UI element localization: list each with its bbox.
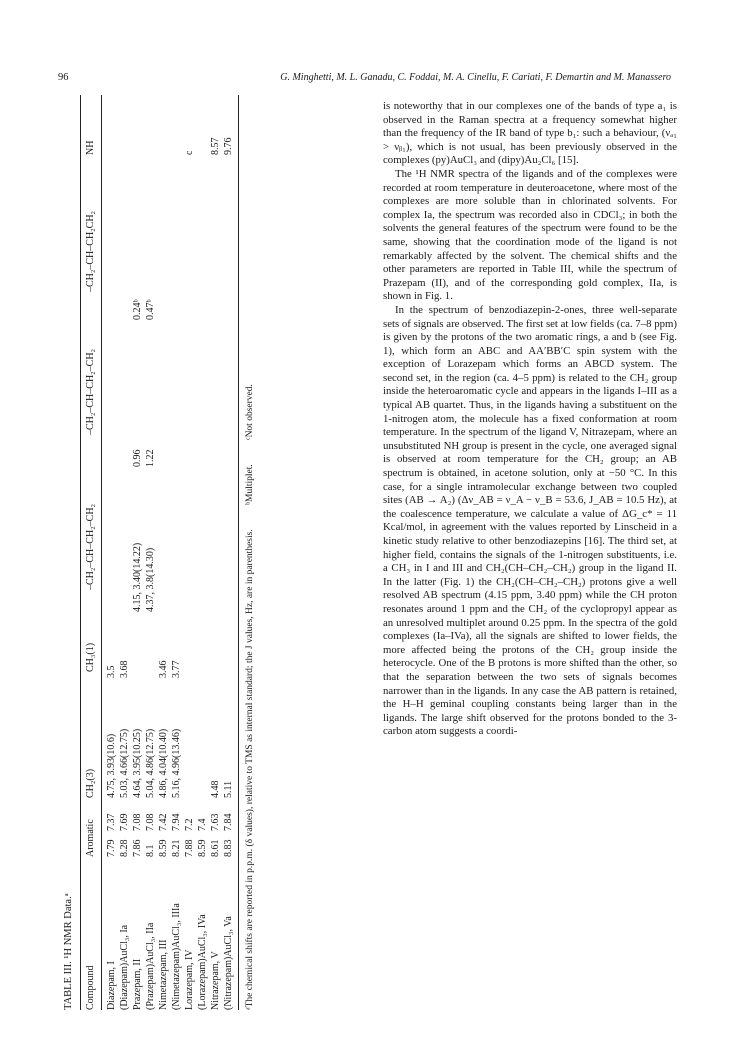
cell-nh: 9.76	[223, 137, 234, 155]
page-number: 96	[58, 72, 69, 83]
cell-ch3: 3.77	[171, 660, 182, 678]
table-row	[196, 95, 209, 1010]
col-cyclopropyl-1: –CH₂–CH–CH₂–CH₂	[85, 503, 96, 590]
cell-ar2: 7.08	[145, 813, 156, 831]
cell-nh: c	[184, 150, 195, 155]
cell-ar2: 7.84	[223, 813, 234, 831]
table-row	[118, 95, 131, 1010]
cell-ar1: 7.86	[132, 839, 143, 857]
nmr-table	[58, 95, 358, 1010]
cell-ch2: 5.04, 4.86(12.75)	[145, 728, 156, 798]
table-row	[222, 95, 235, 1010]
cell-ar1: 8.83	[223, 839, 234, 857]
body-text	[383, 100, 677, 739]
cell-nh: 8.57	[210, 137, 221, 155]
cell-compound: (Prazepam)AuCl₃, IIa	[145, 922, 156, 1010]
cell-ch2: 5.16, 4.96(13.46)	[171, 728, 182, 798]
footnote-b: ᵇMultiplet.	[245, 464, 255, 505]
cell-compound: Diazepam, I	[106, 961, 117, 1010]
cell-ar2: 7.94	[171, 813, 182, 831]
paragraph: The ¹H NMR spectra of the ligands and of the complexes were recorded at room temperature in deuteroacetone, where most of the complexes are more soluble than in chlorinated solvents. For complex Ia, the spectrum was recorded also in CDCl₃; in both the solvents the general features of the spectrum were found to be the same, showing that the coordination mode of the ligand is not remarkably affected by the solvent. The chemical shifts and the other parameters are reported in Table III, while the spectrum of Prazepam (II), and of the corresponding gold complex, IIa, is shown in Fig. 1.	[383, 167, 677, 303]
cell-ar1: 7.79	[106, 839, 117, 857]
cell-compound: (Diazepam)AuCl₃, Ia	[119, 924, 130, 1010]
cell-ch2: 4.75, 3.93(10.6)	[106, 733, 117, 798]
cell-ar2: 7.08	[132, 813, 143, 831]
paragraph: In the spectrum of benzodiazepin-2-ones, three well-separate sets of signals are observed. The first set at low fields (ca. 7–8 ppm) is given by the protons of the two aromatic rings, a and b (see Fig. 1), which form an ABC and AA′BB′C spin system with the exception of Lorazepam which forms an ABCD system. The second set, in the region (ca. 4–5 ppm) is related to the CH₂ group inside the heteroaromatic cycle and appears in the ligands I–III as a typical AB quartet. Thus, in the ligands having a substituent on the 1-nitrogen atom, the molecule has a fixed conformation at room temperature. In the spectrum of the ligand V, Nitrazepam, where an unsubstituted NH group is present in the cycle, one averaged signal is observed at room temperature for the CH₂ group; an AB spectrum is obtained, in acetone solution, only at −50 °C. In this case, for a single intramolecular exchange between two coupled sites (AB → A₂) (Δν_AB = ν_A − ν_B = 53.6, J_AB = 10.5 Hz), at the coalescence temperature, we calculate a value of ΔG_c* = 11 Kcal/mol, in agreement with the values reported by Linscheid in a kinetic study relative to other benzodiazepins [16]. The third set, at higher field, contains the signals of the 1-nitrogen substituents, i.e. a CH₃ in I and III and CH₂(CH–CH₂–CH₂) group in the ligand II. In the latter (Fig. 1) the CH₂(CH–CH₂–CH₂) protons give a well resolved AB spectrum (4.15 ppm, 3.40 ppm) while the CH proton resonates around 1 ppm and the CH₂ of the cyclopropyl appear as an unresolved multiplet around 0.25 ppm. In the spectra of the gold complexes (Ia–IVa), all the signals are shifted to lower fields, the more affected being the protons of the CH₂ group inside the heterocycle. One of the B protons is more shifted than the other, so that the separation between the two sets of signals becomes narrower than in the ligands. In any case the AB pattern is retained, the H–H geminal coupling constants being larger than in the ligands. The large shift observed for the protons bonded to the 3-carbon atom suggests a coordi-	[383, 303, 677, 738]
cell-ch3: 3.46	[158, 660, 169, 678]
cell-ch2: 4.48	[210, 780, 221, 798]
table-row	[131, 95, 144, 1010]
cell-compound: Lorazepam, IV	[184, 949, 195, 1010]
cell-ar1: 8.59	[158, 839, 169, 857]
cell-ar1: 8.28	[119, 839, 130, 857]
table-footnotes	[245, 95, 255, 1010]
paragraph: is noteworthy that in our complexes one of the bands of type a₁ is observed in the Raman spectra at a frequency somewhat higher than the frequency of the IR band of type b₁: such a behaviour, (νₐ₁ > νᵦ₁), which is not usual, has been previously observed in the complexes (py)AuCl₃ and (dipy)Au₂Cl₆ [15].	[383, 100, 677, 167]
cell-ar2: 7.4	[197, 818, 208, 831]
cell-compound: Nitrazepam, V	[210, 951, 221, 1010]
cell-compound: Nimetazepam, III	[158, 939, 169, 1010]
table-title: TABLE III. ¹H NMR Data.ᵃ	[63, 893, 74, 1010]
table-row	[157, 95, 170, 1010]
table-row	[209, 95, 222, 1010]
cell-compound: (Lorazepam)AuCl₃, IVa	[197, 914, 208, 1010]
col-compound: Compound	[85, 965, 96, 1010]
cell-ch2: 4.64, 3.95(10.25)	[132, 728, 143, 798]
cell-cp2: 1.22	[145, 449, 156, 467]
col-ch2-3: CH₂(3)	[85, 768, 96, 798]
col-cyclopropyl-3: –CH₂–CH–CH₂CH₂	[85, 210, 96, 292]
footnote-c: ᶜNot observed.	[245, 384, 255, 440]
cell-compound: (Nimetazepam)AuCl₃, IIIa	[171, 903, 182, 1010]
cell-cp3: 0.47ᵇ	[145, 299, 156, 320]
cell-ar2: 7.2	[184, 818, 195, 831]
table-bottom-rule	[238, 95, 239, 1010]
cell-ar2: 7.69	[119, 813, 130, 831]
cell-cp1: 4.37, 3.8(14.30)	[145, 547, 156, 612]
cell-ch3: 3.68	[119, 660, 130, 678]
cell-ch2: 5.03, 4.66(12.75)	[119, 728, 130, 798]
table-header	[81, 95, 101, 1010]
table-body	[102, 95, 235, 1010]
cell-compound: (Nitrazepam)AuCl₃, Va	[223, 916, 234, 1010]
col-aromatic: Aromatic	[85, 819, 96, 857]
table-row	[105, 95, 118, 1010]
cell-ar1: 8.21	[171, 839, 182, 857]
cell-cp1: 4.15, 3.40(14.22)	[132, 542, 143, 612]
cell-ar1: 7.88	[184, 839, 195, 857]
table-row	[183, 95, 196, 1010]
table-row	[144, 95, 157, 1010]
cell-ch2: 5.11	[223, 780, 234, 798]
cell-ar2: 7.63	[210, 813, 221, 831]
cell-compound: Prazepam, II	[132, 958, 143, 1010]
table-row	[170, 95, 183, 1010]
col-nh: NH	[85, 140, 96, 155]
cell-cp2: 0.96	[132, 449, 143, 467]
cell-ar1: 8.1	[145, 844, 156, 857]
cell-ch3: 3.5	[106, 665, 117, 678]
running-head: G. Minghetti, M. L. Ganadu, C. Foddai, M. A. Cinellu, F. Cariati, F. Demartin and M. Manassero	[280, 72, 671, 83]
col-cyclopropyl-2: –CH₂–CH–CH₂–CH₂	[85, 348, 96, 435]
footnote-a: ᵃThe chemical shifts are reported in p.p.m. (δ values), relative to TMS as internal standard; the J values, Hz, are in parenthesis.	[245, 529, 255, 1010]
cell-ar2: 7.37	[106, 813, 117, 831]
cell-ar2: 7.42	[158, 813, 169, 831]
cell-cp3: 0.24ᵇ	[132, 299, 143, 320]
cell-ar1: 8.61	[210, 839, 221, 857]
cell-ar1: 8.59	[197, 839, 208, 857]
cell-ch2: 4.86, 4.04(10.40)	[158, 728, 169, 798]
col-ch3-1: CH₃(1)	[85, 642, 96, 672]
